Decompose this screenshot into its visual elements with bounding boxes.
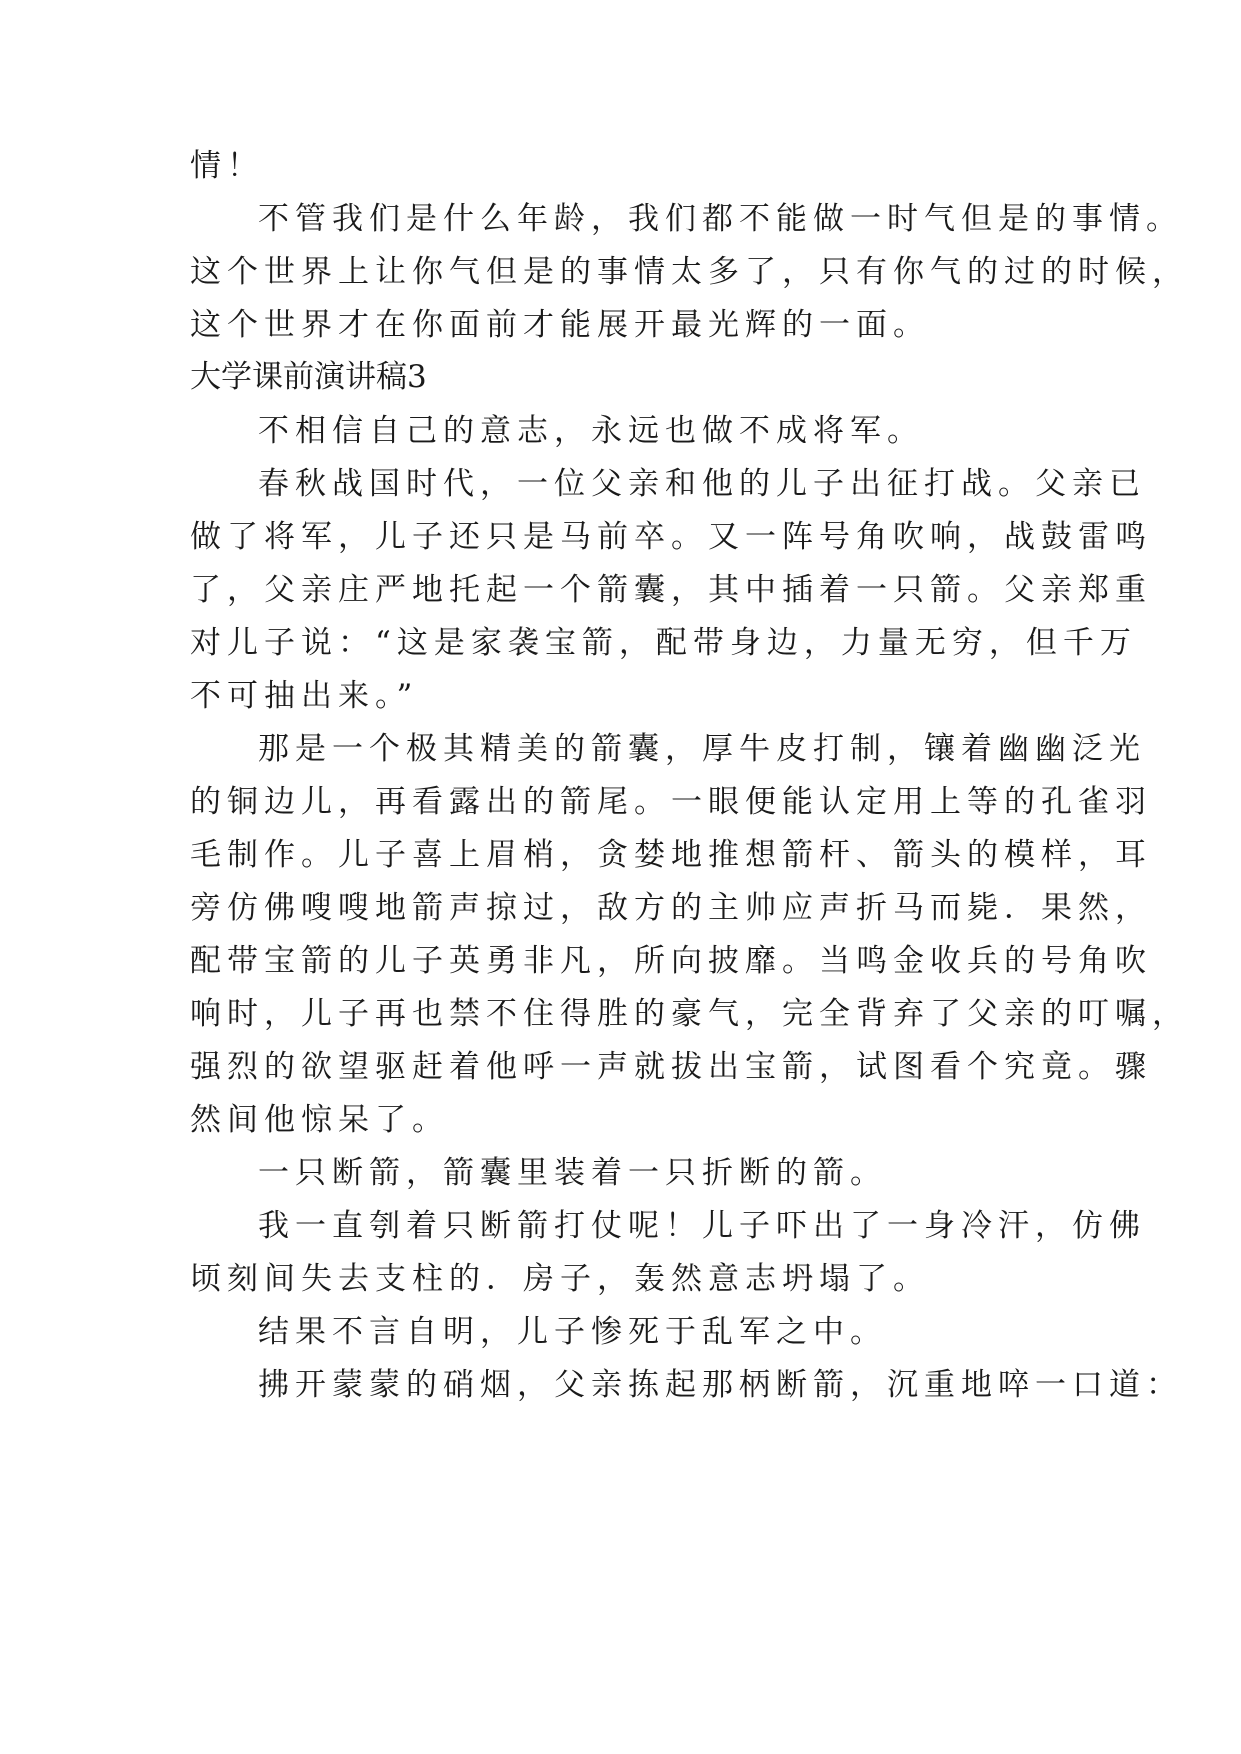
paragraph-line: 拂开蒙蒙的硝烟，父亲拣起那柄断箭，沉重地啐一口道： [258,1367,1183,1403]
text-line: 旁仿佛嗖嗖地箭声掠过，敌方的主帅应声折马而毙．果然， [190,890,1152,926]
text-line: 然间他惊呆了。 [190,1102,449,1138]
paragraph-line: 不管我们是什么年龄，我们都不能做一时气但是的事情。 [258,201,1183,237]
text-line: 做了将军，儿子还只是马前卒。又一阵号角吹响，战鼓雷鸣 [190,519,1152,555]
text-line: 强烈的欲望驱赶着他呼一声就拔出宝箭，试图看个究竟。骤 [190,1049,1152,1085]
paragraph-line: 那是一个极其精美的箭囊，厚牛皮打制，镶着幽幽泛光 [258,731,1146,767]
text-line: 对儿子说：“这是家袭宝箭，配带身边，力量无穷，但千万 [190,625,1137,661]
text-line: 顷刻间失去支柱的．房子，轰然意志坍塌了。 [190,1261,930,1297]
section-heading: 大学课前演讲稿3 [190,359,427,395]
paragraph-line: 我一直刳着只断箭打仗呢！儿子吓出了一身冷汗，仿佛 [258,1208,1146,1244]
text-line: 配带宝箭的儿子英勇非凡，所向披靡。当鸣金收兵的号角吹 [190,943,1152,979]
text-line: 情！ [190,148,264,184]
text-line: 了，父亲庄严地托起一个箭囊，其中插着一只箭。父亲郑重 [190,572,1152,608]
paragraph-line: 结果不言自明，儿子惨死于乱军之中。 [258,1314,887,1350]
paragraph-line: 不相信自己的意志，永远也做不成将军。 [258,413,924,449]
paragraph-line: 春秋战国时代，一位父亲和他的儿子出征打战。父亲已 [258,466,1146,502]
text-line: 这个世界上让你气但是的事情太多了，只有你气的过的时候， [190,254,1189,290]
text-line: 毛制作。儿子喜上眉梢，贪婪地推想箭杆、箭头的模样，耳 [190,837,1152,873]
text-line: 不可抽出来。” [190,678,419,714]
paragraph-line: 一只断箭，箭囊里装着一只折断的箭。 [258,1155,887,1191]
text-line: 响时，儿子再也禁不住得胜的豪气，完全背弃了父亲的叮嘱， [190,996,1189,1032]
text-line: 的铜边儿，再看露出的箭尾。一眼便能认定用上等的孔雀羽 [190,784,1152,820]
text-line: 这个世界才在你面前才能展开最光辉的一面。 [190,307,930,343]
